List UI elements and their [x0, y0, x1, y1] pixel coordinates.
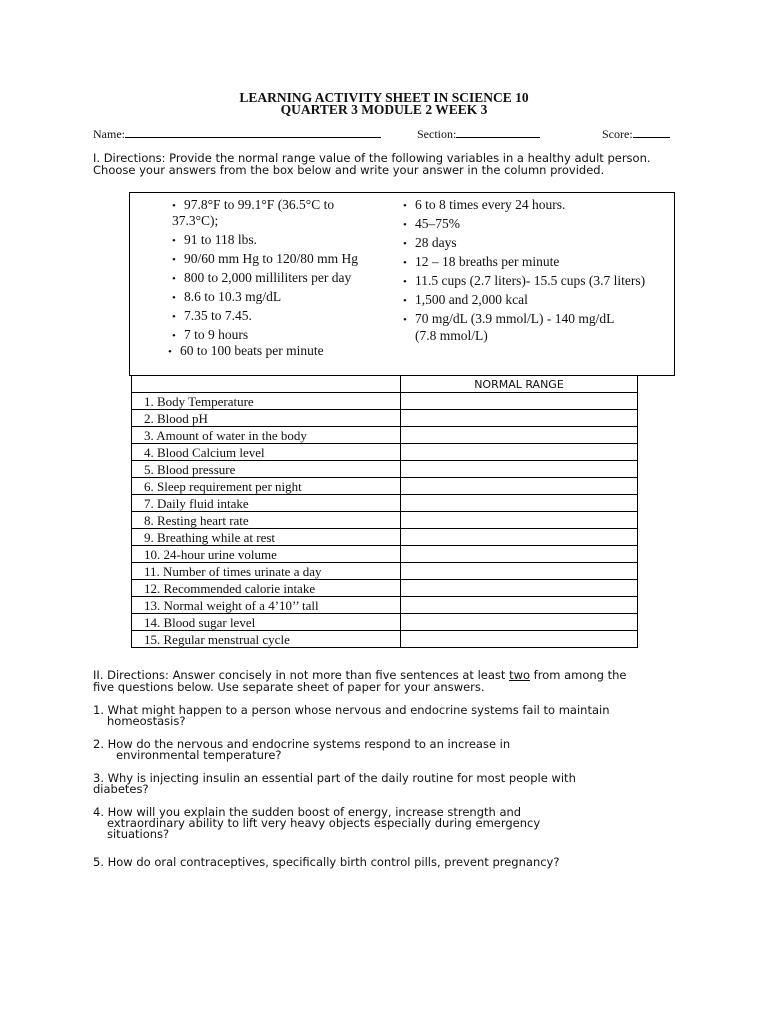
answer-cell[interactable] — [401, 410, 638, 427]
page-title-line2: QUARTER 3 MODULE 2 WEEK 3 — [280, 102, 488, 117]
answer-cell[interactable] — [401, 478, 638, 495]
table-row — [132, 529, 638, 546]
variable-cell: 1. Body Temperature — [132, 393, 401, 410]
choice-item: • 28 days — [403, 235, 457, 250]
bullet-icon: • — [172, 200, 176, 212]
variable-cell: 12. Recommended calorie intake — [132, 580, 401, 597]
choice-item: • 97.8°F to 99.1°F (36.5°C to — [172, 197, 335, 212]
answer-cell[interactable] — [401, 495, 638, 512]
part1-directions-line2: Choose your answers from the box below and write your answer in the column provided. — [93, 163, 605, 177]
variable-cell: 3. Amount of water in the body — [132, 427, 401, 444]
variable-cell: 8. Resting heart rate — [132, 512, 401, 529]
part2-directions-line2: five questions below. Use separate sheet of paper for your answers. — [93, 680, 485, 694]
answer-cell[interactable] — [401, 614, 638, 631]
variable-cell: 10. 24-hour urine volume — [132, 546, 401, 563]
bullet-icon: • — [403, 219, 407, 231]
bullet-icon: • — [172, 292, 176, 304]
question-2: 2. How do the nervous and endocrine systems respond to an increase in environmental temperature? — [93, 737, 511, 762]
score-blank[interactable] — [633, 126, 670, 138]
bullet-icon: • — [403, 295, 407, 307]
choice-item: • 91 to 118 lbs. — [172, 232, 258, 247]
variable-cell: 15. Regular menstrual cycle — [132, 631, 401, 648]
table-row — [132, 410, 638, 427]
bullet-icon: • — [172, 235, 176, 247]
question-5: 5. How do oral contraceptives, specifically birth control pills, prevent pregnancy? — [93, 855, 560, 869]
table-row — [132, 393, 638, 410]
table-header-variable — [132, 376, 401, 393]
choice-item: • 7.35 to 7.45. — [172, 308, 252, 323]
name-field[interactable] — [93, 126, 381, 142]
part1-directions-line1: I. Directions: Provide the normal range value of the following variables in a healthy adult person. — [93, 151, 651, 165]
table-row — [132, 580, 638, 597]
answer-cell[interactable] — [401, 631, 638, 648]
table-row — [132, 444, 638, 461]
table-row — [132, 631, 638, 648]
table-row — [132, 495, 638, 512]
name-blank[interactable] — [125, 126, 381, 138]
section-label: Section: — [417, 127, 457, 141]
section-field[interactable] — [417, 126, 540, 142]
choice-item: • 11.5 cups (2.7 liters)- 15.5 cups (3.7 liters) — [403, 273, 646, 288]
table-row — [132, 546, 638, 563]
answer-cell[interactable] — [401, 427, 638, 444]
table-row — [132, 614, 638, 631]
choice-item: • 12 – 18 breaths per minute — [403, 254, 560, 269]
choice-item: • 800 to 2,000 milliliters per day — [172, 270, 352, 285]
choice-item-continued: 37.3°C); — [172, 213, 219, 228]
choice-item: • 8.6 to 10.3 mg/dL — [172, 289, 282, 304]
choice-item: • 90/60 mm Hg to 120/80 mm Hg — [172, 251, 359, 266]
score-field[interactable] — [602, 126, 670, 142]
answer-cell[interactable] — [401, 529, 638, 546]
answer-choices-left — [168, 197, 359, 359]
part2-directions-line1: II. Directions: Answer concisely in not more than five sentences at least two from among the — [93, 668, 627, 682]
choice-item-continued: (7.8 mmol/L) — [415, 328, 488, 343]
section-blank[interactable] — [456, 126, 540, 138]
answer-cell[interactable] — [401, 546, 638, 563]
table-header-row — [132, 376, 638, 393]
table-header-normal-range: NORMAL RANGE — [401, 376, 638, 393]
answer-cell[interactable] — [401, 580, 638, 597]
bullet-icon: • — [403, 276, 407, 288]
bullet-icon: • — [403, 238, 407, 250]
variable-cell: 13. Normal weight of a 4’10’’ tall — [132, 597, 401, 614]
bullet-icon: • — [168, 346, 172, 358]
variable-cell: 4. Blood Calcium level — [132, 444, 401, 461]
variable-cell: 5. Blood pressure — [132, 461, 401, 478]
choice-item: • 7 to 9 hours — [172, 327, 249, 342]
normal-range-table — [131, 375, 638, 648]
bullet-icon: • — [172, 254, 176, 266]
variable-cell: 2. Blood pH — [132, 410, 401, 427]
variable-cell: 6. Sleep requirement per night — [132, 478, 401, 495]
bullet-icon: • — [403, 314, 407, 326]
bullet-icon: • — [172, 311, 176, 323]
table-row — [132, 597, 638, 614]
table-row — [132, 461, 638, 478]
answer-cell[interactable] — [401, 461, 638, 478]
answer-cell[interactable] — [401, 597, 638, 614]
answer-choices-right — [403, 197, 645, 344]
answer-cell[interactable] — [401, 444, 638, 461]
answer-cell[interactable] — [401, 393, 638, 410]
choice-item: • 70 mg/dL (3.9 mmol/L) - 140 mg/dL — [403, 311, 615, 326]
bullet-icon: • — [172, 330, 176, 342]
choice-item: • 1,500 and 2,000 kcal — [403, 292, 528, 307]
variable-cell: 14. Blood sugar level — [132, 614, 401, 631]
choice-item: • 45–75% — [403, 216, 460, 231]
question-3: 3. Why is injecting insulin an essential part of the daily routine for most people with diabetes? — [93, 771, 576, 796]
variable-cell: 9. Breathing while at rest — [132, 529, 401, 546]
question-1: 1. What might happen to a person whose nervous and endocrine systems fail to maintain homeostasis? — [93, 703, 610, 728]
answer-cell[interactable] — [401, 512, 638, 529]
underlined-two: two — [509, 668, 531, 682]
bullet-icon: • — [403, 200, 407, 212]
choice-item: • 6 to 8 times every 24 hours. — [403, 197, 566, 212]
part2-directions — [93, 669, 683, 693]
part1-directions — [93, 152, 693, 176]
score-label: Score: — [602, 127, 633, 141]
question-4: 4. How will you explain the sudden boost of energy, increase strength and extraordinary ability to lift very heavy objects especially during emergency situations? — [93, 805, 541, 841]
page-title-line1: LEARNING ACTIVITY SHEET IN SCIENCE 10 — [239, 90, 529, 105]
table-row — [132, 427, 638, 444]
variable-cell: 7. Daily fluid intake — [132, 495, 401, 512]
table-row — [132, 512, 638, 529]
variable-cell: 11. Number of times urinate a day — [132, 563, 401, 580]
table-row — [132, 563, 638, 580]
choice-item: • 60 to 100 beats per minute — [168, 343, 324, 358]
bullet-icon: • — [172, 273, 176, 285]
table-row — [132, 478, 638, 495]
name-label: Name: — [93, 127, 125, 141]
bullet-icon: • — [403, 257, 407, 269]
answer-cell[interactable] — [401, 563, 638, 580]
